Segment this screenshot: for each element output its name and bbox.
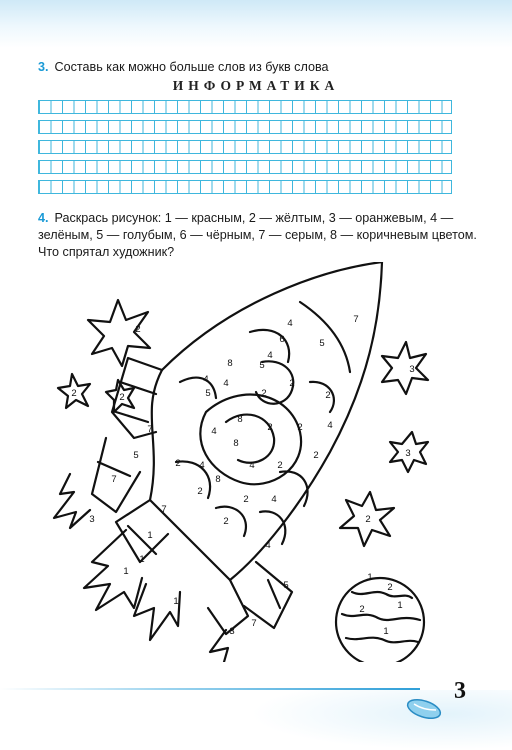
picture-number: 2	[277, 460, 283, 471]
picture-number: 1	[147, 530, 153, 541]
task-3-text: Составь как можно больше слов из букв слова	[54, 60, 329, 74]
footer-glow	[250, 690, 512, 750]
picture-number: 8	[215, 474, 221, 485]
picture-number: 2	[175, 458, 181, 469]
footer-rule	[0, 688, 420, 690]
picture-number: 4	[327, 420, 333, 431]
picture-number: 8	[233, 438, 239, 449]
picture-number: 2	[261, 388, 267, 399]
picture-number: 5	[205, 388, 211, 399]
picture-number: 7	[353, 314, 359, 325]
picture-number: 2	[243, 494, 249, 505]
picture-number: 2	[297, 422, 303, 433]
task-3-word: ИНФОРМАТИКА	[172, 78, 340, 93]
picture-number: 7	[161, 504, 167, 515]
picture-number: 1	[139, 554, 145, 565]
writing-grid[interactable]	[38, 100, 452, 196]
picture-number: 5	[259, 360, 265, 371]
picture-number: 4	[271, 494, 277, 505]
picture-number: 2	[71, 388, 77, 399]
picture-number: 3	[89, 514, 95, 525]
picture-number: 2	[135, 324, 141, 335]
picture-number: 1	[123, 566, 129, 577]
task-4-text: Раскрась рисунок: 1 — красным, 2 — жёлтым, 3 — оранжевым, 4 — зелёным, 5 — голубым, 6 — чёрным, 7 — серым, 8 — коричневым цветом. Что спрятал художник?	[38, 211, 477, 259]
picture-number: 7	[147, 424, 153, 435]
task-3	[38, 59, 478, 76]
picture-number: 2	[313, 450, 319, 461]
picture-number: 2	[289, 378, 295, 389]
picture-number: 1	[173, 596, 179, 607]
picture-number: 6	[279, 334, 285, 345]
grid-row[interactable]	[38, 100, 452, 114]
task-3-number: 3.	[38, 60, 49, 74]
picture-number: 5	[319, 338, 325, 349]
grid-row[interactable]	[38, 180, 452, 194]
picture-number: 4	[199, 460, 205, 471]
picture-number: 5	[283, 580, 289, 591]
picture-number: 2	[359, 604, 365, 615]
picture-number: 2	[197, 486, 203, 497]
picture-number: 4	[249, 460, 255, 471]
grid-row[interactable]	[38, 140, 452, 154]
picture-number: 4	[287, 318, 293, 329]
picture-number: 2	[223, 516, 229, 527]
picture-number: 2	[267, 422, 273, 433]
picture-number: 1	[367, 572, 373, 583]
picture-number: 4	[267, 350, 273, 361]
picture-number: 5	[133, 450, 139, 461]
picture-number: 7	[251, 618, 257, 629]
picture-number: 2	[365, 514, 371, 525]
grid-row[interactable]	[38, 120, 452, 134]
mouse-icon	[404, 696, 444, 720]
picture-number: 4	[203, 374, 209, 385]
picture-number: 4	[223, 378, 229, 389]
grid-row[interactable]	[38, 160, 452, 174]
picture-number: 2	[387, 582, 393, 593]
picture-number: 8	[227, 358, 233, 369]
picture-number: 3	[229, 626, 235, 637]
picture-number: 4	[211, 426, 217, 437]
picture-number: 2	[325, 390, 331, 401]
task-4-number: 4.	[38, 211, 49, 225]
page-number: 3	[454, 678, 466, 704]
rocket-coloring-svg	[30, 262, 490, 662]
picture-number: 3	[409, 364, 415, 375]
task-4	[38, 210, 478, 261]
picture-number: 1	[397, 600, 403, 611]
picture-number: 3	[405, 448, 411, 459]
picture-number: 1	[383, 626, 389, 637]
coloring-picture[interactable]	[30, 262, 490, 662]
top-decor-band	[0, 0, 512, 48]
picture-number: 2	[119, 392, 125, 403]
picture-number: 7	[111, 474, 117, 485]
picture-number: 4	[265, 540, 271, 551]
picture-number: 8	[237, 414, 243, 425]
